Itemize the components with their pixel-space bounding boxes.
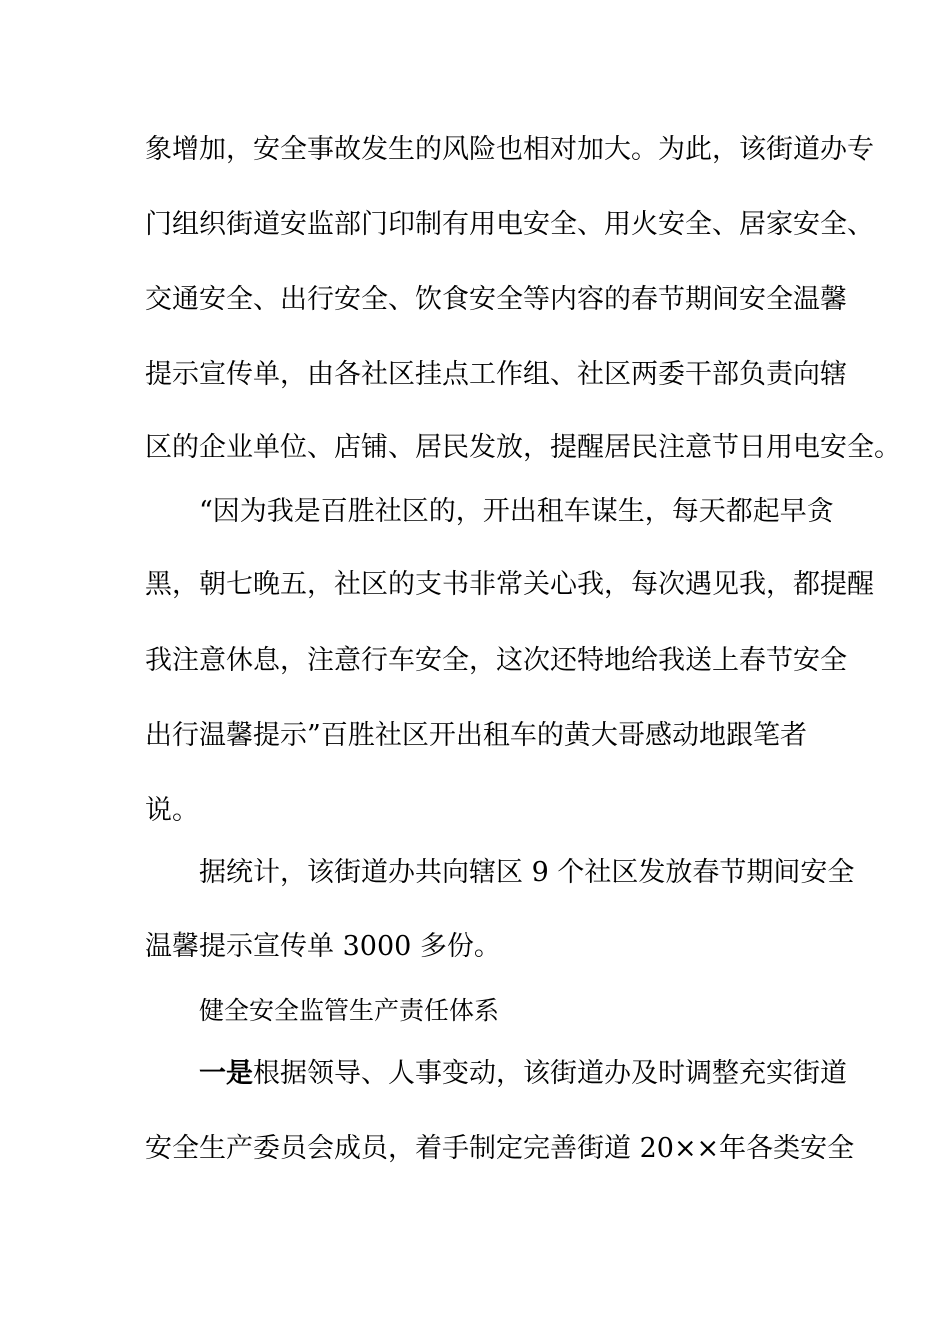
paragraph-line: 出行温馨提示”百胜社区开出租车的黄大哥感动地跟笔者 xyxy=(145,720,807,751)
paragraph-line: 象增加，安全事故发生的风险也相对加大。为此，该街道办专 xyxy=(145,134,874,165)
paragraph-line: 黑，朝七晚五，社区的支书非常关心我，每次遇见我，都提醒 xyxy=(145,569,874,600)
paragraph-line: 安全生产委员会成员，着手制定完善街道 20××年各类安全 xyxy=(145,1133,855,1164)
paragraph-line: “因为我是百胜社区的，开出租车谋生，每天都起早贪 xyxy=(199,496,834,527)
paragraph-line: 交通安全、出行安全、饮食安全等内容的春节期间安全温馨 xyxy=(145,284,847,315)
paragraph-text: 根据领导、人事变动，该街道办及时调整充实街道 xyxy=(253,1058,847,1089)
paragraph-line: 说。 xyxy=(145,795,199,826)
paragraph-line: 区的企业单位、店铺、居民发放，提醒居民注意节日用电安全。 xyxy=(145,432,901,463)
section-heading: 健全安全监管生产责任体系 xyxy=(199,996,500,1025)
paragraph-line: 我注意休息，注意行车安全，这次还特地给我送上春节安全 xyxy=(145,645,847,676)
paragraph-line: 提示宣传单，由各社区挂点工作组、社区两委干部负责向辖 xyxy=(145,359,847,390)
paragraph-line: 据统计，该街道办共向辖区 9 个社区发放春节期间安全 xyxy=(199,857,855,888)
paragraph-line: 门组织街道安监部门印制有用电安全、用火安全、居家安全、 xyxy=(145,209,874,240)
bold-lead: 一是 xyxy=(199,1058,253,1089)
paragraph-line: 温馨提示宣传单 3000 多份。 xyxy=(145,931,501,962)
paragraph-line xyxy=(199,1056,847,1092)
